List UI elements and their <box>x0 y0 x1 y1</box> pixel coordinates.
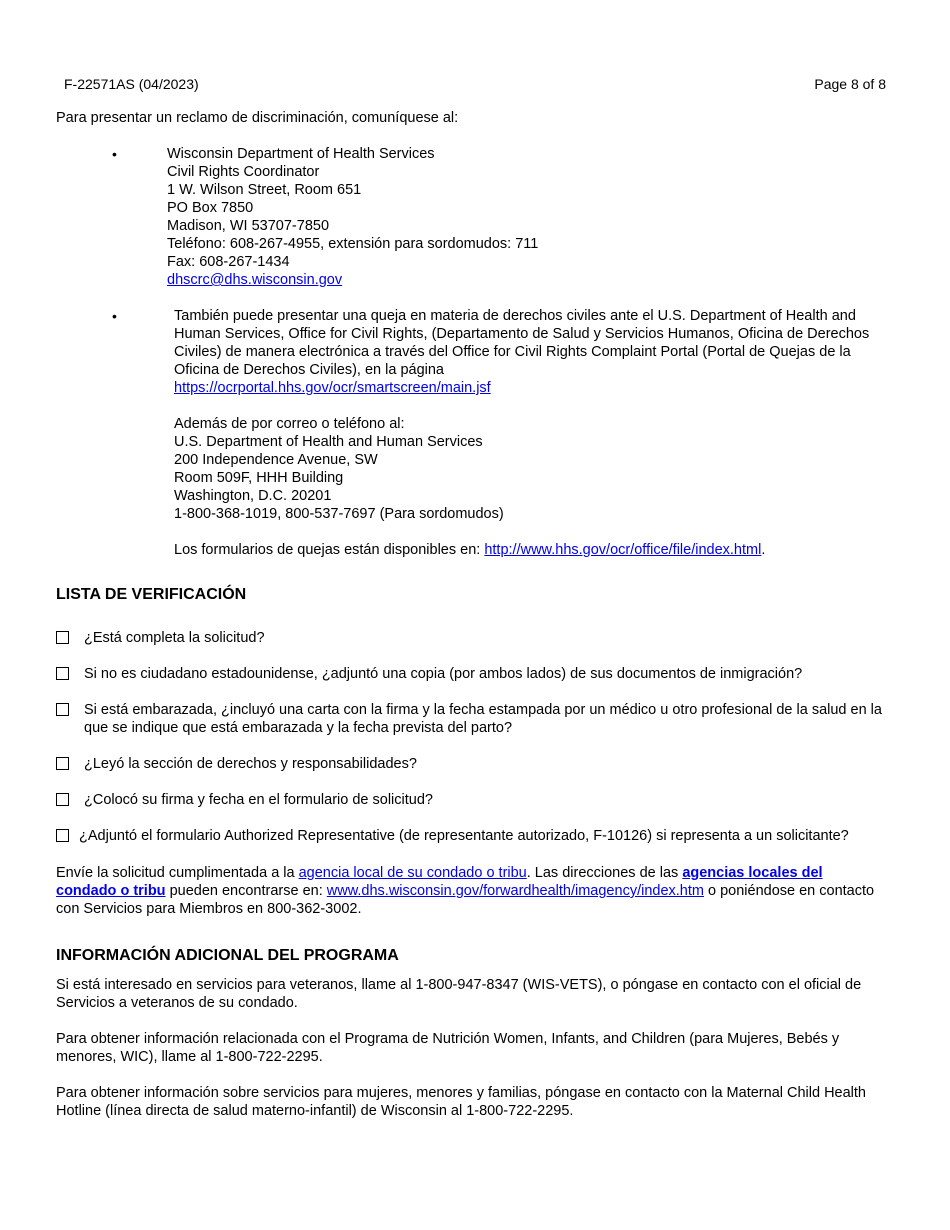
contact-hhs-body <box>174 307 886 559</box>
page-header <box>64 76 886 92</box>
forms-text: Los formularios de quejas están disponibles en: <box>174 542 481 558</box>
checklist-item <box>56 827 886 845</box>
checklist-item <box>56 629 886 647</box>
checklist-item-label: Si no es ciudadano estadounidense, ¿adjuntó una copia (por ambos lados) de sus documentos de inmigración? <box>84 665 803 682</box>
local-agencies-bold-link[interactable]: agencias locales del condado o tribu <box>56 865 823 899</box>
forms-end: . <box>761 542 766 558</box>
checklist-item-label: ¿Está completa la solicitud? <box>84 629 265 646</box>
mail-line: Room 509F, HHH Building <box>174 470 344 486</box>
info-paragraph: Para obtener información sobre servicios para mujeres, menores y familias, póngase en contacto con la Maternal Child Health Hotline (línea directa de salud materno-infantil) de Wisconsin al 1-800-722-2295. <box>56 1085 866 1119</box>
mail-line: Washington, D.C. 20201 <box>174 488 332 504</box>
forms-available <box>174 541 886 559</box>
intro-text: Para presentar un reclamo de discriminación, comuníquese al: <box>56 110 459 126</box>
mail-line: Además de por correo o teléfono al: <box>174 416 405 432</box>
checklist-item <box>56 791 886 809</box>
additional-info <box>56 976 886 1138</box>
checklist-item <box>56 701 886 737</box>
send-text: o poniéndose en contacto con Servicios para Miembros en 800-362-3002. <box>56 883 875 917</box>
checkbox[interactable] <box>56 757 69 770</box>
checklist-item-label: Si está embarazada, ¿incluyó una carta con la firma y la fecha estampada por un médico u otro profesional de la salud en la que se indique que está embarazada y la fecha prevista del parto? <box>84 701 882 736</box>
email-link[interactable]: dhscrc@dhs.wisconsin.gov <box>167 272 343 288</box>
forms-link[interactable]: http://www.hhs.gov/ocr/office/file/index.html <box>484 542 762 558</box>
contact-dhs-body <box>167 145 886 289</box>
mail-line: U.S. Department of Health and Human Services <box>174 434 483 450</box>
checklist-item-label: ¿Leyó la sección de derechos y responsabilidades? <box>84 755 417 772</box>
address-line: PO Box 7850 <box>167 200 254 216</box>
local-agency-link[interactable]: agencia local de su condado o tribu <box>298 865 527 881</box>
ocr-portal-link[interactable]: https://ocrportal.hhs.gov/ocr/smartscreen/main.jsf <box>174 380 491 396</box>
mail-line: 1-800-368-1019, 800-537-7697 (Para sordomudos) <box>174 506 504 522</box>
info-paragraph: Para obtener información relacionada con el Programa de Nutrición Women, Infants, and Children (para Mujeres, Bebés y menores, WIC), llame al 1-800-722-2295. <box>56 1031 840 1065</box>
bullet-icon: • <box>112 308 117 324</box>
checklist <box>56 614 886 863</box>
checklist-item <box>56 755 886 773</box>
checklist-title: LISTA DE VERIFICACIÓN <box>56 586 247 603</box>
bullet-icon: • <box>112 146 117 162</box>
checkbox[interactable] <box>56 703 69 716</box>
info-paragraph: Si está interesado en servicios para veteranos, llame al 1-800-947-8347 (WIS-VETS), o póngase en contacto con el oficial de Servicios a veteranos de su condado. <box>56 977 862 1011</box>
page-number: Page 8 of 8 <box>814 76 886 92</box>
imagency-link[interactable]: www.dhs.wisconsin.gov/forwardhealth/imagency/index.htm <box>326 883 704 899</box>
send-text: . Las direcciones de las <box>526 865 683 881</box>
form-id: F-22571AS (04/2023) <box>64 76 199 92</box>
address-line: Wisconsin Department of Health Services <box>167 146 435 162</box>
send-text: pueden encontrarse en: <box>165 883 327 899</box>
checkbox[interactable] <box>56 667 69 680</box>
checkbox[interactable] <box>56 829 69 842</box>
hhs-intro-text: También puede presentar una queja en materia de derechos civiles ante el U.S. Department of Health and Human Services, Office for Civil Rights, (Departamento de Salud y Servicios Humanos, Oficina de Derechos Civiles) de manera electrónica a través del Office for Civil Rights Complaint Portal (Portal de Quejas de la Oficina de Derechos Civiles), en la página <box>174 308 870 378</box>
checkbox[interactable] <box>56 793 69 806</box>
address-line: Civil Rights Coordinator <box>167 164 320 180</box>
send-instructions <box>56 864 886 918</box>
additional-info-title: INFORMACIÓN ADICIONAL DEL PROGRAMA <box>56 947 399 964</box>
checklist-item <box>56 665 886 683</box>
address-line: Teléfono: 608-267-4955, extensión para sordomudos: 711 <box>167 236 539 252</box>
address-line: Madison, WI 53707-7850 <box>167 218 330 234</box>
checklist-item-label: ¿Colocó su firma y fecha en el formulario de solicitud? <box>84 791 433 808</box>
address-line: 1 W. Wilson Street, Room 651 <box>167 182 362 198</box>
send-text: Envíe la solicitud cumplimentada a la <box>56 865 299 881</box>
address-line: Fax: 608-267-1434 <box>167 254 290 270</box>
checklist-item-label: ¿Adjuntó el formulario Authorized Representative (de representante autorizado, F-10126) si representa a un solicitante? <box>79 827 849 844</box>
checkbox[interactable] <box>56 631 69 644</box>
mail-line: 200 Independence Avenue, SW <box>174 452 378 468</box>
